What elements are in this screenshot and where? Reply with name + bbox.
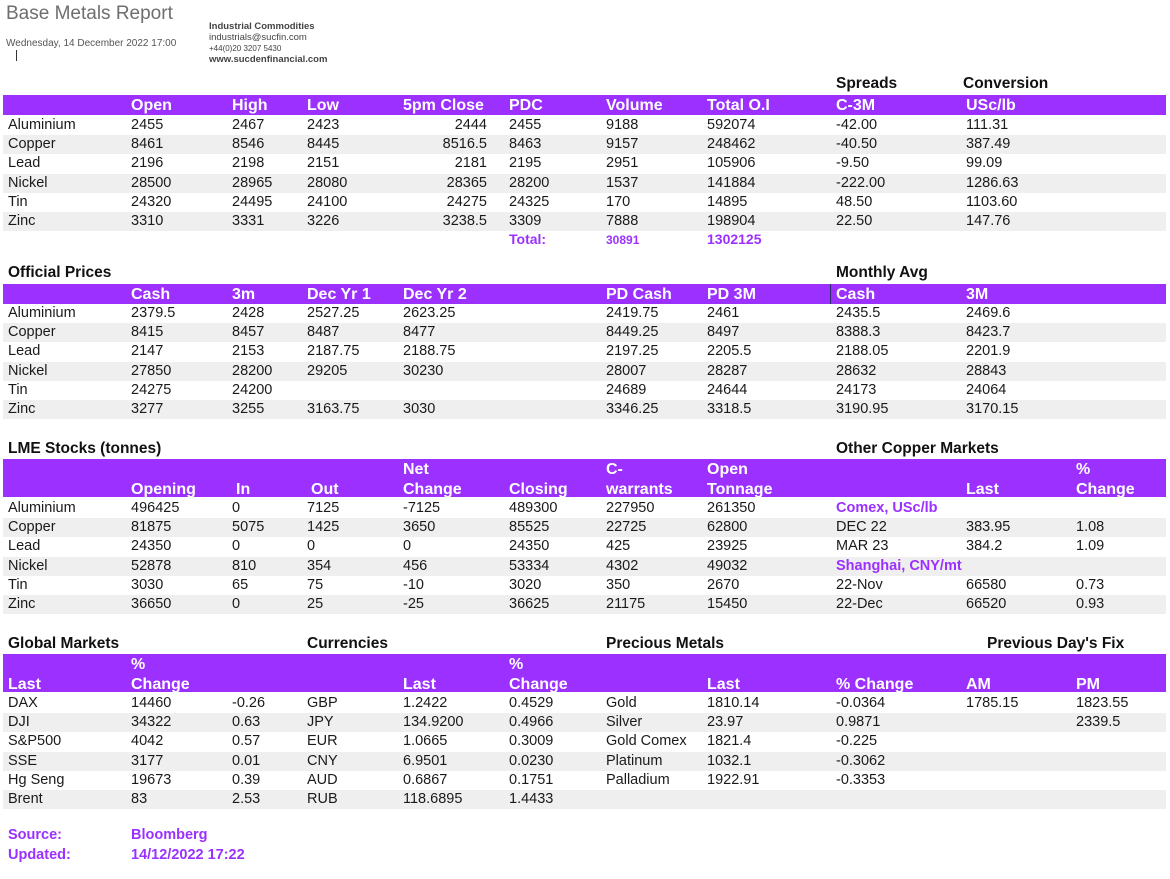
- currency-cell: 0.4966: [509, 714, 554, 731]
- metal-name: Copper: [8, 136, 56, 153]
- index-name: DJI: [8, 714, 30, 731]
- lme-cell: 8463: [509, 136, 542, 153]
- metal-name: Copper: [8, 324, 56, 341]
- lme-cell: 99.09: [966, 155, 1003, 172]
- col-c3m: C-3M: [836, 97, 876, 114]
- row-stripe: [3, 790, 1166, 809]
- official-cell: 28287: [707, 362, 748, 379]
- precious-cell: 1922.91: [707, 771, 760, 788]
- report-date: Wednesday, 14 December 2022 17:00: [6, 38, 177, 49]
- lme-cell: 3226: [307, 213, 340, 229]
- lme-cell: 24325: [509, 193, 550, 210]
- precious-metal-name: Silver: [606, 714, 643, 731]
- index-name: SSE: [8, 752, 38, 769]
- stocks-cell: -25: [403, 596, 424, 612]
- stocks-cell: 2670: [707, 576, 740, 593]
- source-label: Source:: [8, 827, 62, 843]
- col-cur-pct-1: %: [509, 656, 524, 673]
- copper-market-cell: 0.93: [1076, 596, 1105, 612]
- stocks-cell: 425: [606, 538, 631, 555]
- lme-stocks-heading: LME Stocks (tonnes): [8, 440, 162, 457]
- col-mkt-pct-1: %: [131, 656, 146, 673]
- currency-cell: 0.0230: [509, 752, 554, 769]
- precious-cell: -0.3062: [836, 752, 886, 769]
- metal-name: Lead: [8, 155, 41, 172]
- currency-cell: 1.0665: [403, 733, 448, 750]
- col-cwarrants-1: C-: [606, 461, 623, 478]
- currency-cell: 118.6895: [403, 791, 463, 807]
- stocks-cell: 75: [307, 576, 324, 593]
- stocks-cell: 49032: [707, 557, 748, 574]
- stocks-cell: 810: [232, 557, 257, 574]
- col-net-1: Net: [403, 461, 429, 478]
- lme-cell: 2151: [307, 155, 340, 172]
- official-cell: 3190.95: [836, 401, 889, 417]
- precious-cell: -0.0364: [836, 695, 886, 711]
- stocks-cell: 227950: [606, 500, 655, 516]
- official-cell: 3277: [131, 401, 164, 417]
- text-cursor: [16, 50, 17, 61]
- copper-market-cell: 384.2: [966, 538, 1003, 555]
- stocks-cell: 36650: [131, 596, 172, 612]
- official-cell: 8449.25: [606, 324, 659, 341]
- currency-code: RUB: [307, 791, 338, 807]
- updated-label: Updated:: [8, 847, 71, 863]
- market-cell: 34322: [131, 714, 172, 731]
- official-cell: 2379.5: [131, 305, 176, 321]
- precious-metal-name: Gold: [606, 695, 637, 711]
- stocks-cell: 456: [403, 557, 428, 574]
- lme-cell: 387.49: [966, 136, 1011, 153]
- lme-cell: 2195: [509, 155, 542, 172]
- lme-cell: 14895: [707, 193, 748, 210]
- copper-market-cell: DEC 22: [836, 519, 887, 536]
- total-label: Total:: [509, 231, 547, 247]
- stocks-cell: 3650: [403, 519, 436, 536]
- precious-cell: -0.225: [836, 733, 878, 750]
- global-markets-heading: Global Markets: [8, 635, 120, 652]
- copper-market-cell: MAR 23: [836, 538, 889, 555]
- metal-name: Tin: [8, 576, 28, 593]
- lme-cell: 2423: [307, 117, 340, 133]
- lme-cell: 24275: [446, 193, 487, 210]
- metal-name: Aluminium: [8, 500, 76, 516]
- stocks-cell: 261350: [707, 500, 756, 516]
- stocks-cell: 1425: [307, 519, 340, 536]
- lme-cell: -222.00: [836, 174, 886, 191]
- copper-market-cell: 383.95: [966, 519, 1011, 536]
- row-stripe: [3, 752, 1166, 771]
- official-cell: 8487: [307, 324, 340, 341]
- lme-cell: 111.31: [966, 117, 1009, 133]
- official-cell: 2419.75: [606, 305, 659, 321]
- col-5pm-close: 5pm Close: [403, 97, 484, 114]
- precious-cell: 1032.1: [707, 752, 752, 769]
- metal-name: Tin: [8, 193, 28, 210]
- lme-cell: 147.76: [966, 213, 1011, 229]
- official-cell: 8415: [131, 324, 164, 341]
- other-copper-heading: Other Copper Markets: [836, 440, 999, 457]
- market-cell: 0.63: [232, 714, 261, 731]
- metal-name: Nickel: [8, 362, 48, 379]
- metal-name: Lead: [8, 343, 41, 360]
- stocks-cell: 354: [307, 557, 332, 574]
- col-am: AM: [966, 676, 991, 693]
- col-copper-last: Last: [966, 481, 999, 498]
- stocks-cell: 81875: [131, 519, 172, 536]
- lme-cell: 24320: [131, 193, 172, 210]
- market-cell: 0.57: [232, 733, 261, 750]
- official-cell: 2623.25: [403, 305, 456, 321]
- stocks-cell: 52878: [131, 557, 172, 574]
- col-cur-last: Last: [403, 676, 436, 693]
- stocks-cell: 5075: [232, 519, 265, 536]
- official-cell: 3318.5: [707, 401, 752, 417]
- currency-cell: 6.9501: [403, 752, 448, 769]
- market-cell: 2.53: [232, 791, 261, 807]
- col-pct-1: %: [1076, 461, 1091, 478]
- precious-cell: 0.9871: [836, 714, 881, 731]
- lme-cell: 9157: [606, 136, 639, 153]
- lme-cell: 3310: [131, 213, 164, 229]
- official-cell: 8497: [707, 324, 740, 341]
- official-cell: 24173: [836, 381, 877, 398]
- currency-cell: 134.9200: [403, 714, 464, 731]
- col-dec-yr2: Dec Yr 2: [403, 286, 467, 303]
- metal-name: Lead: [8, 538, 41, 555]
- copper-market-cell: 22-Nov: [836, 576, 883, 593]
- lme-cell: 1103.60: [966, 193, 1018, 210]
- metal-name: Zinc: [8, 596, 36, 612]
- currency-cell: 0.1751: [509, 771, 554, 788]
- currency-cell: 1.2422: [403, 695, 448, 711]
- metal-name: Copper: [8, 519, 56, 536]
- stocks-cell: -10: [403, 576, 424, 593]
- stocks-cell: 62800: [707, 519, 748, 536]
- col-total-oi: Total O.I: [707, 97, 770, 114]
- lme-cell: 28200: [509, 174, 550, 191]
- stocks-cell: 496425: [131, 500, 180, 516]
- contact-email[interactable]: industrials@sucfin.com: [209, 32, 307, 43]
- market-cell: 4042: [131, 733, 164, 750]
- official-cell: 29205: [307, 362, 348, 379]
- official-cell: 2187.75: [307, 343, 360, 360]
- metal-name: Nickel: [8, 557, 48, 574]
- stocks-cell: 0: [232, 500, 241, 516]
- lme-cell: 2181: [454, 155, 487, 172]
- col-3m: 3m: [232, 286, 256, 303]
- official-cell: 2461: [707, 305, 740, 321]
- precious-cell: 1823.55: [1076, 695, 1129, 711]
- col-open: Open: [131, 97, 172, 114]
- lme-cell: 24495: [232, 193, 273, 210]
- precious-cell: 1785.15: [966, 695, 1019, 711]
- lme-cell: 2198: [232, 155, 265, 172]
- col-pd-3m: PD 3M: [707, 286, 756, 303]
- lme-cell: 8445: [307, 136, 340, 153]
- col-pm-last: Last: [707, 676, 740, 693]
- currency-code: GBP: [307, 695, 338, 711]
- precious-cell: 23.97: [707, 714, 744, 731]
- index-name: DAX: [8, 695, 38, 711]
- stocks-cell: 36625: [509, 596, 550, 612]
- official-cell: 2147: [131, 343, 164, 360]
- col-pm-change: % Change: [836, 676, 914, 693]
- lme-cell: 2467: [232, 117, 265, 133]
- official-cell: 2205.5: [707, 343, 752, 360]
- currency-code: AUD: [307, 771, 338, 788]
- lme-cell: 28080: [307, 174, 348, 191]
- lme-cell: 141884: [707, 174, 756, 191]
- copper-market-cell: 66520: [966, 596, 1007, 612]
- col-pct-2: Change: [1076, 481, 1135, 498]
- official-cell: 3030: [403, 401, 436, 417]
- col-low: Low: [307, 97, 339, 114]
- metal-name: Aluminium: [8, 117, 76, 133]
- stocks-cell: 0: [232, 596, 241, 612]
- stocks-cell: 3020: [509, 576, 542, 593]
- market-cell: 83: [131, 791, 148, 807]
- official-cell: 2527.25: [307, 305, 360, 321]
- official-cell: 8423.7: [966, 324, 1011, 341]
- stocks-cell: 7125: [307, 500, 340, 516]
- stocks-cell: 25: [307, 596, 324, 612]
- lme-cell: 7888: [606, 213, 639, 229]
- market-cell: 14460: [131, 695, 172, 711]
- stocks-cell: 0: [307, 538, 316, 555]
- stocks-cell: 24350: [131, 538, 172, 555]
- official-cell: 2153: [232, 343, 265, 360]
- col-volume: Volume: [606, 97, 663, 114]
- col-out: Out: [311, 481, 339, 498]
- copper-market-cell: 1.09: [1076, 538, 1105, 555]
- currency-cell: 0.3009: [509, 733, 554, 750]
- metal-name: Tin: [8, 381, 28, 398]
- copper-market-cell: 1.08: [1076, 519, 1105, 536]
- official-cell: 27850: [131, 362, 172, 379]
- col-usclb: USc/lb: [966, 97, 1016, 114]
- official-cell: 2201.9: [966, 343, 1011, 360]
- lme-cell: 2951: [606, 155, 639, 172]
- col-avg-3m: 3M: [966, 286, 989, 303]
- index-name: S&P500: [8, 733, 62, 750]
- lme-cell: 198904: [707, 213, 756, 229]
- official-cell: 24644: [707, 381, 748, 398]
- lme-cell: 48.50: [836, 193, 873, 210]
- col-cur-pct-2: Change: [509, 676, 568, 693]
- stocks-cell: 15450: [707, 596, 748, 612]
- stocks-cell: 65: [232, 576, 249, 593]
- stocks-cell: 489300: [509, 500, 558, 516]
- lme-cell: 3238.5: [442, 213, 487, 229]
- col-net-2: Change: [403, 481, 462, 498]
- col-cash: Cash: [131, 286, 171, 303]
- stocks-cell: 53334: [509, 557, 550, 574]
- lme-cell: 248462: [707, 136, 756, 153]
- market-cell: 0.01: [232, 752, 261, 769]
- official-cell: 2188.75: [403, 343, 456, 360]
- monthly-avg-heading: Monthly Avg: [836, 264, 928, 281]
- col-pm: PM: [1076, 676, 1100, 693]
- col-open-tonnage-1: Open: [707, 461, 748, 478]
- source-value: Bloomberg: [131, 827, 208, 843]
- col-open-tonnage-2: Tonnage: [707, 481, 773, 498]
- row-stripe: [3, 557, 1166, 576]
- copper-market-cell: 0.73: [1076, 576, 1105, 593]
- stocks-cell: 22725: [606, 519, 647, 536]
- col-dec-yr1: Dec Yr 1: [307, 286, 371, 303]
- stocks-cell: 85525: [509, 519, 550, 536]
- official-cell: 30230: [403, 362, 444, 379]
- official-cell: 8457: [232, 324, 265, 341]
- official-cell: 24200: [232, 381, 273, 398]
- currency-code: JPY: [307, 714, 334, 731]
- official-cell: 2188.05: [836, 343, 889, 360]
- official-cell: 24275: [131, 381, 172, 398]
- lme-cell: 8516.5: [442, 136, 487, 153]
- official-cell: 28632: [836, 362, 877, 379]
- lme-cell: 28500: [131, 174, 172, 191]
- lme-cell: 28365: [446, 174, 487, 191]
- stocks-cell: 350: [606, 576, 631, 593]
- official-cell: 28007: [606, 362, 647, 379]
- precious-cell: 2339.5: [1076, 714, 1121, 731]
- col-high: High: [232, 97, 268, 114]
- lme-cell: 9188: [606, 117, 639, 133]
- col-mkt-pct-2: Change: [131, 676, 190, 693]
- column-divider: [830, 284, 831, 304]
- stocks-cell: 0: [232, 538, 241, 555]
- lme-cell: 1286.63: [966, 174, 1019, 191]
- precious-cell: 1821.4: [707, 733, 752, 750]
- official-header-bar: [3, 284, 1166, 304]
- total-oi: 1302125: [707, 231, 762, 247]
- conversion-heading: Conversion: [963, 75, 1049, 92]
- stocks-cell: 24350: [509, 538, 550, 555]
- lme-cell: 105906: [707, 155, 756, 172]
- official-cell: 28200: [232, 362, 273, 379]
- contact-block: [209, 21, 327, 65]
- market-cell: 19673: [131, 771, 172, 788]
- index-name: Brent: [8, 791, 43, 807]
- official-cell: 24064: [966, 381, 1007, 398]
- official-cell: 3163.75: [307, 401, 360, 417]
- total-volume: 30891: [606, 233, 640, 247]
- currency-cell: 1.4433: [509, 791, 554, 807]
- metal-name: Nickel: [8, 174, 48, 191]
- lme-cell: -9.50: [836, 155, 870, 172]
- precious-metal-name: Gold Comex: [606, 733, 687, 750]
- lme-cell: 592074: [707, 117, 756, 133]
- official-prices-heading: Official Prices: [8, 264, 112, 281]
- metal-name: Zinc: [8, 213, 36, 229]
- lme-cell: 2455: [131, 117, 164, 133]
- lme-cell: 1537: [606, 174, 639, 191]
- market-cell: 0.39: [232, 771, 261, 788]
- report-title: Base Metals Report: [6, 3, 173, 24]
- market-subheading: Shanghai, CNY/mt: [836, 557, 962, 574]
- copper-market-cell: 66580: [966, 576, 1007, 593]
- col-pdc: PDC: [509, 97, 543, 114]
- lme-cell: 2455: [509, 117, 542, 133]
- lme-cell: 8461: [131, 136, 164, 153]
- stocks-cell: 3030: [131, 576, 164, 593]
- market-cell: -0.26: [232, 695, 266, 711]
- market-cell: 3177: [131, 752, 164, 769]
- precious-cell: 1810.14: [707, 695, 760, 711]
- col-closing: Closing: [509, 481, 568, 498]
- copper-market-cell: 22-Dec: [836, 596, 883, 612]
- previous-fix-heading: Previous Day's Fix: [987, 635, 1125, 652]
- official-cell: 8388.3: [836, 324, 881, 341]
- official-cell: 2469.6: [966, 305, 1011, 321]
- stocks-cell: 23925: [707, 538, 748, 555]
- lme-cell: 8546: [232, 136, 265, 153]
- stocks-cell: -7125: [403, 500, 441, 516]
- official-cell: 3255: [232, 401, 265, 417]
- stocks-cell: 21175: [606, 596, 646, 612]
- metal-name: Zinc: [8, 401, 36, 417]
- lme-cell: 28965: [232, 174, 273, 191]
- currency-cell: 0.4529: [509, 695, 554, 711]
- official-cell: 3170.15: [966, 401, 1019, 417]
- lme-cell: -40.50: [836, 136, 878, 153]
- metal-name: Aluminium: [8, 305, 76, 321]
- lme-cell: 3331: [232, 213, 265, 229]
- precious-cell: -0.3353: [836, 771, 886, 788]
- col-pd-cash: PD Cash: [606, 286, 672, 303]
- currency-code: EUR: [307, 733, 338, 750]
- col-opening: Opening: [131, 481, 196, 498]
- official-cell: 8477: [403, 324, 436, 341]
- spreads-heading: Spreads: [836, 75, 898, 92]
- contact-website[interactable]: www.sucdenfinancial.com: [209, 54, 328, 65]
- stocks-cell: 0: [403, 538, 412, 555]
- currency-cell: 0.6867: [403, 771, 448, 788]
- row-stripe: [3, 713, 1166, 732]
- official-cell: 24689: [606, 381, 647, 398]
- lme-cell: 24100: [307, 193, 348, 210]
- official-cell: 3346.25: [606, 401, 659, 417]
- precious-metal-name: Palladium: [606, 771, 670, 788]
- precious-metal-name: Platinum: [606, 752, 663, 769]
- currencies-heading: Currencies: [307, 635, 388, 652]
- lme-cell: 3309: [509, 213, 542, 229]
- lme-cell: 22.50: [836, 213, 873, 229]
- contact-phone: +44(0)20 3207 5430: [209, 44, 282, 53]
- currency-code: CNY: [307, 752, 338, 769]
- market-subheading: Comex, USc/lb: [836, 500, 938, 516]
- updated-value: 14/12/2022 17:22: [131, 847, 245, 863]
- official-cell: 28843: [966, 362, 1007, 379]
- precious-metals-heading: Precious Metals: [606, 635, 725, 652]
- lme-cell: -42.00: [836, 117, 878, 133]
- lme-cell: 2444: [454, 117, 487, 133]
- official-cell: 2197.25: [606, 343, 659, 360]
- lme-cell: 2196: [131, 155, 164, 172]
- lme-cell: 170: [606, 193, 631, 210]
- company-name: Industrial Commodities: [209, 21, 315, 32]
- index-name: Hg Seng: [8, 771, 65, 788]
- col-avg-cash: Cash: [836, 286, 876, 303]
- official-cell: 2435.5: [836, 305, 881, 321]
- col-in: In: [236, 481, 251, 498]
- col-mkt-last: Last: [8, 676, 41, 693]
- official-cell: 2428: [232, 305, 265, 321]
- stocks-cell: 4302: [606, 557, 639, 574]
- col-cwarrants-2: warrants: [606, 481, 673, 498]
